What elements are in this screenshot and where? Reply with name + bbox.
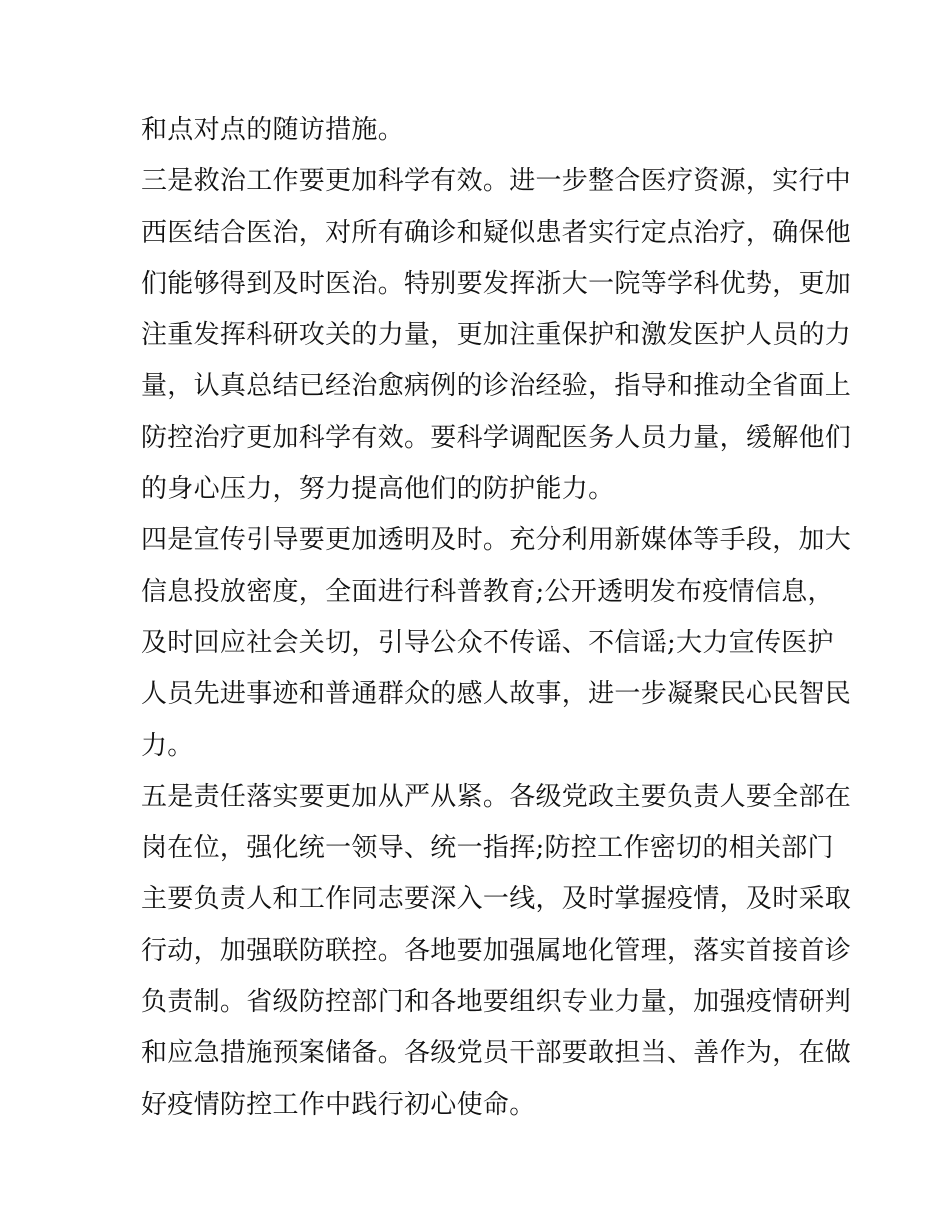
text-line: 五是责任落实要更加从严从紧。各级党政主要负责人要全部在	[141, 781, 852, 812]
text-line: 量，认真总结已经治愈病例的诊治经验，指导和推动全省面上	[141, 371, 852, 402]
text-line: 三是救治工作要更加科学有效。进一步整合医疗资源，实行中	[141, 166, 852, 197]
text-line: 负责制。省级防控部门和各地要组织专业力量，加强疫情研判	[141, 987, 852, 1018]
text-line: 和应急措施预案储备。各级党员干部要敢担当、善作为，在做	[141, 1038, 852, 1069]
text-line: 力。	[141, 730, 194, 761]
text-line: 的身心压力，努力提高他们的防护能力。	[141, 474, 615, 505]
text-line: 防控治疗更加科学有效。要科学调配医务人员力量，缓解他们	[141, 422, 852, 453]
text-line: 及时回应社会关切，引导公众不传谣、不信谣;大力宣传医护	[141, 627, 834, 658]
text-line: 行动，加强联防联控。各地要加强属地化管理，落实首接首诊	[141, 935, 852, 966]
text-line: 主要负责人和工作同志要深入一线，及时掌握疫情，及时采取	[141, 884, 852, 915]
text-line: 好疫情防控工作中践行初心使命。	[141, 1089, 536, 1120]
text-line: 信息投放密度，全面进行科普教育;公开透明发布疫情信息，	[141, 576, 834, 607]
text-line: 西医结合医治，对所有确诊和疑似患者实行定点治疗，确保他	[141, 217, 852, 248]
text-line: 岗在位，强化统一领导、统一指挥;防控工作密切的相关部门	[141, 833, 834, 864]
text-line: 们能够得到及时医治。特别要发挥浙大一院等学科优势，更加	[141, 268, 852, 299]
text-line: 四是宣传引导要更加透明及时。充分利用新媒体等手段，加大	[141, 525, 852, 556]
text-line: 注重发挥科研攻关的力量，更加注重保护和激发医护人员的力	[141, 320, 852, 351]
text-line: 和点对点的随访措施。	[141, 115, 405, 145]
text-line: 人员先进事迹和普通群众的感人故事，进一步凝聚民心民智民	[141, 679, 852, 710]
document-body	[141, 105, 852, 1131]
